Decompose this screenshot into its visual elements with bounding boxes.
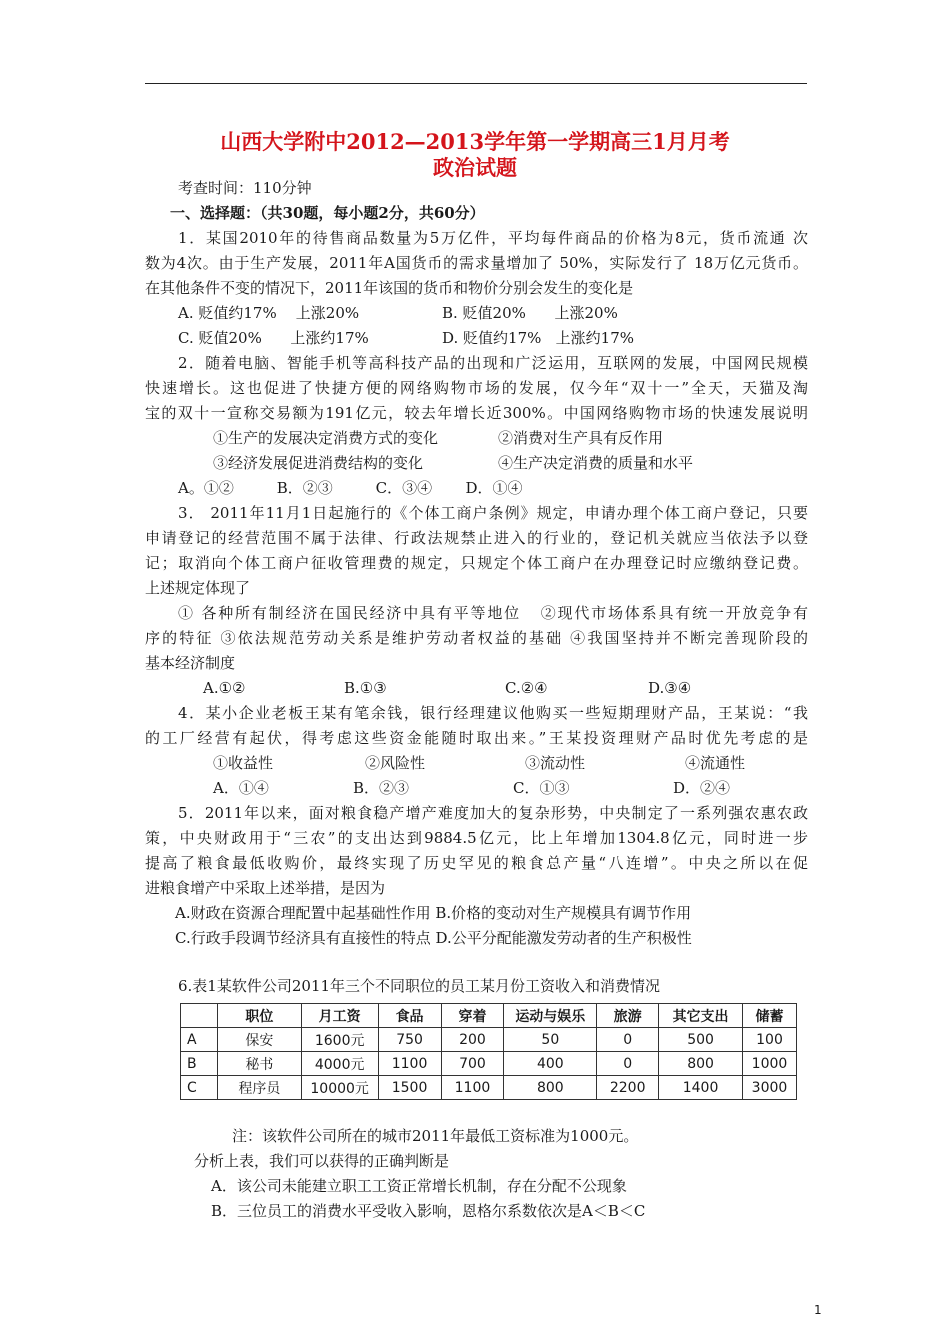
- table-cell: 3000: [742, 1076, 796, 1100]
- q5-options-ab: A.财政在资源合理配置中起基础性作用 B.价格的变动对生产规模具有调节作用: [175, 904, 692, 922]
- table-cell: 750: [378, 1028, 441, 1052]
- q2-options: A。①② B．②③ C．③④ D．①④: [178, 479, 523, 497]
- q3-line7: 基本经济制度: [145, 654, 236, 672]
- q1-line3: 在其他条件不变的情况下，2011年该国的货币和物价分别会发生的变化是: [145, 279, 634, 297]
- q4-statement-3: ③流动性: [525, 754, 586, 772]
- table-cell: 1000: [742, 1052, 796, 1076]
- q4-statement-1: ①收益性: [213, 754, 274, 772]
- q1-option-d: D. 贬值约17% 上涨约17%: [442, 329, 635, 347]
- q1-option-c: C. 贬值20% 上涨约17%: [178, 329, 369, 347]
- exam-subtitle: 政治试题: [433, 155, 517, 180]
- q4-statement-2: ②风险性: [365, 754, 426, 772]
- table-cell: 1100: [441, 1076, 504, 1100]
- table-cell: 700: [441, 1052, 504, 1076]
- wage-consumption-table: [180, 1003, 797, 1100]
- q1-line1: 1．某国2010年的待售商品数量为5万亿件，平均每件商品的价格为8元，货币流通 次: [178, 229, 808, 247]
- q4-option-c: C．①③: [513, 779, 570, 797]
- q5-options-cd: C.行政手段调节经济具有直接性的特点 D.公平分配能激发劳动者的生产积极性: [175, 929, 692, 947]
- q1-line2: 数为4次。由于生产发展，2011年A国货币的需求量增加了 50%，实际发行了 18万亿元货币。: [145, 254, 808, 272]
- q3-line1: 3． 2011年11月1日起施行的《个体工商户条例》规定，申请办理个体工商户登记，只要: [178, 504, 808, 522]
- table-cell: 2200: [597, 1076, 659, 1100]
- table-cell: 50: [504, 1028, 597, 1052]
- table-cell: 1100: [378, 1052, 441, 1076]
- table-cell: 0: [597, 1028, 659, 1052]
- page-number: 1: [814, 1303, 822, 1317]
- q2-statement-1: ①生产的发展决定消费方式的变化: [213, 429, 439, 447]
- q2-line2: 快速增长。这也促进了快捷方便的网络购物市场的发展，仅今年“双十一”全天，天猫及淘: [145, 379, 808, 397]
- section-heading: 一、选择题：（共30题，每小题2分，共60分）: [170, 204, 485, 222]
- table-header-cell: 食品: [378, 1004, 441, 1028]
- q4-option-a: A．①④: [213, 779, 269, 797]
- table-cell: 程序员: [217, 1076, 301, 1100]
- table-cell: 4000元: [301, 1052, 378, 1076]
- table-cell: 800: [659, 1052, 743, 1076]
- exam-title: 山西大学附中2012—2013学年第一学期高三1月月考: [220, 129, 730, 154]
- table-cell: B: [181, 1052, 218, 1076]
- table-header-row: [181, 1004, 797, 1028]
- q1-option-b: B. 贬值20% 上涨20%: [442, 304, 618, 322]
- q3-line5: ① 各种所有制经济在国民经济中具有平等地位 ②现代市场体系具有统一开放竞争有: [178, 604, 808, 622]
- table-header-cell: [181, 1004, 218, 1028]
- q2-statement-4: ④生产决定消费的质量和水平: [498, 454, 694, 472]
- header-rule: [145, 83, 807, 84]
- table-cell: 0: [597, 1052, 659, 1076]
- q2-line3: 宝的双十一宣称交易额为191亿元，较去年增长近300%。中国网络购物市场的快速发展说明: [145, 404, 808, 422]
- table-cell: 200: [441, 1028, 504, 1052]
- table-cell: 保安: [217, 1028, 301, 1052]
- q4-line1: 4．某小企业老板王某有笔余钱，银行经理建议他购买一些短期理财产品，王某说：“我: [178, 704, 808, 722]
- q4-statement-4: ④流通性: [685, 754, 746, 772]
- exam-time: 考查时间：110分钟: [178, 179, 312, 197]
- q3-line4: 上述规定体现了: [145, 579, 251, 597]
- table-cell: C: [181, 1076, 218, 1100]
- table-header-cell: 穿着: [441, 1004, 504, 1028]
- table-header-cell: 储蓄: [742, 1004, 796, 1028]
- q6-intro: 6.表1某软件公司2011年三个不同职位的员工某月份工资收入和消费情况: [178, 977, 661, 995]
- table-cell: 800: [504, 1076, 597, 1100]
- q4-option-d: D．②④: [673, 779, 731, 797]
- q6-note: 注：该软件公司所在的城市2011年最低工资标准为1000元。: [232, 1127, 639, 1145]
- table-row: [181, 1052, 797, 1076]
- q3-option-a: A.①②: [203, 679, 246, 697]
- table-header-cell: 月工资: [301, 1004, 378, 1028]
- q3-option-c: C.②④: [505, 679, 548, 697]
- table-cell: 1400: [659, 1076, 743, 1100]
- q6-option-b: B．三位员工的消费水平受收入影响，恩格尔系数依次是A＜B＜C: [211, 1202, 646, 1220]
- table-cell: A: [181, 1028, 218, 1052]
- table-row: [181, 1028, 797, 1052]
- q5-line1: 5．2011年以来，面对粮食稳产增产难度加大的复杂形势，中央制定了一系列强农惠农政: [178, 804, 808, 822]
- table-cell: 10000元: [301, 1076, 378, 1100]
- table-row: [181, 1076, 797, 1100]
- q2-statement-2: ②消费对生产具有反作用: [498, 429, 664, 447]
- q6-option-a: A．该公司未能建立职工工资正常增长机制，存在分配不公现象: [211, 1177, 627, 1195]
- q1-option-a: A. 贬值约17% 上涨20%: [178, 304, 360, 322]
- table-cell: 1500: [378, 1076, 441, 1100]
- table-header-cell: 职位: [217, 1004, 301, 1028]
- table-cell: 1600元: [301, 1028, 378, 1052]
- q3-line2: 申请登记的经营范围不属于法律、行政法规禁止进入的行业的，登记机关就应当依法予以登: [145, 529, 808, 547]
- table-cell: 100: [742, 1028, 796, 1052]
- q2-line1: 2．随着电脑、智能手机等高科技产品的出现和广泛运用，互联网的发展，中国网民规模: [178, 354, 808, 372]
- q3-option-b: B.①③: [344, 679, 387, 697]
- q3-line3: 记；取消向个体工商户征收管理费的规定，只规定个体工商户在办理登记时应缴纳登记费。: [145, 554, 808, 572]
- q5-line2: 策，中央财政用于“三农”的支出达到9884.5亿元，比上年增加1304.8亿元，同时进一步: [145, 829, 808, 847]
- q3-option-d: D.③④: [648, 679, 692, 697]
- q6-analysis-prompt: 分析上表，我们可以获得的正确判断是: [194, 1152, 450, 1170]
- q4-line2: 的工厂经营有起伏，得考虑这些资金能随时取出来。”王某投资理财产品时优先考虑的是: [145, 729, 808, 747]
- table-header-cell: 其它支出: [659, 1004, 743, 1028]
- q5-line4: 进粮食增产中采取上述举措，是因为: [145, 879, 386, 897]
- q3-line6: 序的特征 ③依法规范劳动关系是维护劳动者权益的基础 ④我国坚持并不断完善现阶段的: [145, 629, 808, 647]
- table-header-cell: 旅游: [597, 1004, 659, 1028]
- table-cell: 400: [504, 1052, 597, 1076]
- q4-option-b: B．②③: [353, 779, 410, 797]
- table-cell: 500: [659, 1028, 743, 1052]
- q5-line3: 提高了粮食最低收购价，最终实现了历史罕见的粮食总产量“八连增”。中央之所以在促: [145, 854, 808, 872]
- table-cell: 秘书: [217, 1052, 301, 1076]
- q2-statement-3: ③经济发展促进消费结构的变化: [213, 454, 424, 472]
- table-header-cell: 运动与娱乐: [504, 1004, 597, 1028]
